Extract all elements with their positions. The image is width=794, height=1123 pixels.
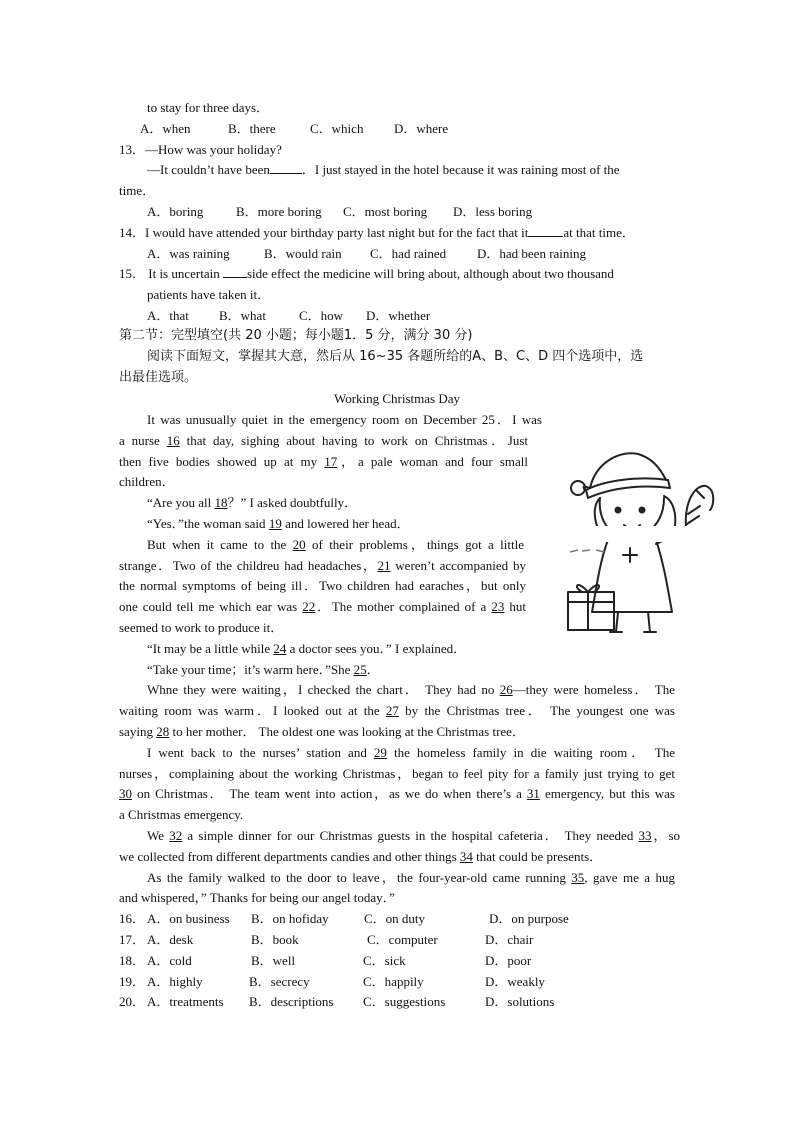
answer-option-c: C．happily [363, 974, 424, 989]
p9-line2 [119, 848, 602, 866]
q15-option-a: A．that [147, 308, 189, 323]
p8-line1 [147, 744, 675, 762]
p5-a: “It may be a little while [147, 641, 274, 656]
p7-line2 [119, 702, 675, 720]
q14-stem-end: at that time． [563, 225, 635, 240]
q12-option-d: D．where [394, 121, 449, 136]
q14-option-c: C．had rained [370, 246, 447, 261]
blank-34: 34 [459, 849, 473, 864]
q14-stem [119, 224, 635, 242]
blank-18: 18 [214, 495, 228, 510]
q15-stem-end: side effect the medicine will bring about, although about two thousand [246, 266, 614, 281]
p1-line2 [119, 432, 528, 450]
answer-option-a: A．desk [147, 932, 194, 947]
q14-stem-start: 14．I would have attended your birthday party last night but for the fact that it [119, 225, 529, 240]
answer-option-b: B．well [251, 953, 296, 968]
p9-l1-b: a simple dinner for our Christmas guests in the hospital cafeteria． They needed [182, 828, 639, 843]
p7-l3-b: to her mother． The oldest one was looking at the Christmas tree． [169, 724, 525, 739]
p1-l3-b: ，a pale woman and four small [337, 454, 528, 469]
p4-l2-a: strange．Two of the childreu had headaches， [119, 558, 378, 573]
q15-line2: patients have taken it． [147, 287, 271, 302]
q13-line3: time． [119, 183, 156, 198]
p4-line3: the normal symptoms of being ill．Two children had earaches，but only [119, 578, 526, 593]
blank-26: 26 [499, 682, 513, 697]
p1-line4: children． [119, 474, 175, 489]
answer-option-d: D．poor [485, 953, 532, 968]
p6-line [147, 661, 380, 679]
p3-a: “Yes．”the woman said [147, 516, 269, 531]
p2-line [147, 494, 357, 512]
q13-stem: 13．—How was your holiday? [119, 142, 282, 157]
p5-b: a doctor sees you．” I explained． [286, 641, 467, 656]
p4-l4-a: one could tell me which ear was [119, 599, 303, 614]
p1-l2-b: that day, sighing about having to work on Christmas．Just [179, 433, 529, 448]
blank-32: 32 [169, 828, 183, 843]
p9-l2-b: that could be presents． [472, 849, 603, 864]
q13-line2-end: ．I just stayed in the hotel because it was raining most of the [301, 162, 620, 177]
p2-b: ？” I asked doubtfully． [227, 495, 358, 510]
answer-number: 20． [119, 994, 146, 1009]
q15-stem-start: 15． It is uncertain [119, 266, 220, 281]
p9-l2-a: we collected from different departments candies and other things [119, 849, 460, 864]
section2-instruction-2: 出最佳选项。 [119, 370, 198, 385]
answer-option-b: B．secrecy [249, 974, 310, 989]
blank-30: 30 [119, 786, 132, 801]
p1-l2-a: a nurse [119, 433, 167, 448]
blank-17: 17 [324, 454, 338, 469]
p1-line3 [119, 453, 528, 471]
blank-29: 29 [373, 745, 387, 760]
q15-option-c: C．how [299, 308, 344, 323]
p9-l1-a: We [147, 828, 170, 843]
q12-option-b: B．there [228, 121, 276, 136]
q15-blank [223, 265, 247, 278]
answer-option-a: A．treatments [147, 994, 224, 1009]
section2-heading: 第二节：完型填空(共 20 小题；每小题1．5 分，满分 30 分) [119, 328, 473, 343]
blank-28: 28 [156, 724, 170, 739]
p7-line1 [147, 681, 675, 699]
p7-l1-a: Whne they were waiting，I checked the chart． They had no [147, 682, 500, 697]
q13-option-b: B．more boring [236, 204, 322, 219]
p3-line [147, 515, 410, 533]
p7-l2-b: by the Christmas tree． The youngest one was [398, 703, 675, 718]
p4-line1 [147, 536, 524, 554]
blank-16: 16 [166, 433, 180, 448]
p4-l1-a: But when it came to the [147, 537, 293, 552]
p8-line2: nurses，complaining about the working Christmas，began to feel pity for a family just trying to get [119, 766, 675, 781]
q15-option-b: B．what [219, 308, 266, 323]
q12-tail-text: to stay for three days． [147, 100, 270, 115]
blank-33: 33 [638, 828, 652, 843]
answer-option-a: A．cold [147, 953, 192, 968]
passage-title: Working Christmas Day [333, 391, 461, 406]
santa-girl-illustration [560, 440, 720, 640]
q13-option-a: A．boring [147, 204, 204, 219]
p4-l4-b: ．The mother complained of a [315, 599, 492, 614]
answer-option-d: D．chair [485, 932, 534, 947]
q15-option-d: D．whether [366, 308, 431, 323]
p9-l1-c: ，so [651, 828, 681, 843]
answer-option-a: A．highly [147, 974, 203, 989]
p6-a: “Take your time；it’s warm here．”She [147, 662, 354, 677]
q13-blank [270, 161, 302, 174]
q13-line2-start: —It couldn’t have been [147, 162, 270, 177]
blank-19: 19 [268, 516, 282, 531]
answer-option-d: D．solutions [485, 994, 555, 1009]
q12-option-c: C．which [310, 121, 364, 136]
answer-number: 17． [119, 932, 146, 947]
q14-blank [528, 224, 563, 237]
answer-option-c: C．suggestions [363, 994, 446, 1009]
q15-stem [119, 265, 614, 283]
answer-option-b: B．descriptions [249, 994, 334, 1009]
p8-l1-b: the homeless family in die waiting room． The [386, 745, 675, 760]
answer-option-b: B．on hofiday [251, 911, 329, 926]
p2-a: “Are you all [147, 495, 215, 510]
blank-22: 22 [302, 599, 316, 614]
answer-number: 16． [119, 911, 146, 926]
answer-option-c: C．sick [363, 953, 406, 968]
q13-line2 [147, 161, 620, 179]
blank-20: 20 [292, 537, 306, 552]
blank-21: 21 [377, 558, 391, 573]
answer-option-a: A．on business [147, 911, 230, 926]
blank-31: 31 [526, 786, 540, 801]
p10-l1-b: , gave me a hug [584, 870, 675, 885]
p8-line4: a Christmas emergency. [119, 807, 244, 822]
blank-23: 23 [491, 599, 505, 614]
p4-l4-c: hut [504, 599, 526, 614]
q14-option-a: A．was raining [147, 246, 230, 261]
p4-line2 [119, 557, 526, 575]
p4-l1-b: of their problems，things got a little [305, 537, 524, 552]
section2-instruction-1: 阅读下面短文，掌握其大意，然后从 16~35 各题所给的A、B、C、D 四个选项中，选 [147, 349, 644, 364]
p3-b: and lowered her head． [281, 516, 410, 531]
answer-number: 18． [119, 953, 146, 968]
blank-25: 25 [353, 662, 367, 677]
p7-line3 [119, 723, 525, 741]
p5-line [147, 640, 466, 658]
p10-line2: and whispered，” Thanks for being our angel today．” [119, 890, 395, 905]
q14-option-d: D．had been raining [477, 246, 587, 261]
p9-line1 [147, 827, 680, 845]
answer-number: 19． [119, 974, 146, 989]
answer-option-d: D．on purpose [489, 911, 569, 926]
p7-l2-a: waiting room was warm．I looked out at the [119, 703, 386, 718]
q12-option-a: A．when [140, 121, 191, 136]
p4-line4 [119, 598, 526, 616]
answer-option-c: C．computer [367, 932, 438, 947]
answer-option-b: B．book [251, 932, 299, 947]
q13-option-c: C．most boring [343, 204, 428, 219]
answer-option-c: C．on duty [364, 911, 426, 926]
p8-line3 [119, 785, 675, 803]
p8-l3-a: on Christmas． The team went into action，as we do when there’s a [132, 786, 527, 801]
p4-l2-b: weren’t accompanied by [390, 558, 526, 573]
answer-option-d: D．weakly [485, 974, 545, 989]
p7-l1-b: —they were homeless． The [512, 682, 675, 697]
p10-line1 [147, 869, 675, 887]
blank-35: 35 [571, 870, 585, 885]
p7-l3-a: saying [119, 724, 157, 739]
p4-line5: seemed to work to produce it． [119, 620, 284, 635]
p6-b: ． [366, 662, 380, 677]
p8-l1-a: I went back to the nurses’ station and [147, 745, 374, 760]
p1-l3-a: then five bodies showed up at my [119, 454, 325, 469]
blank-24: 24 [273, 641, 287, 656]
q13-option-d: D．less boring [453, 204, 533, 219]
p10-l1-a: As the family walked to the door to leave，the four-year-old came running [147, 870, 572, 885]
p1-line1: It was unusually quiet in the emergency room on December 25．I was [147, 412, 542, 427]
p8-l3-b: emergency, but this was [539, 786, 675, 801]
blank-27: 27 [385, 703, 399, 718]
q14-option-b: B．would rain [264, 246, 342, 261]
